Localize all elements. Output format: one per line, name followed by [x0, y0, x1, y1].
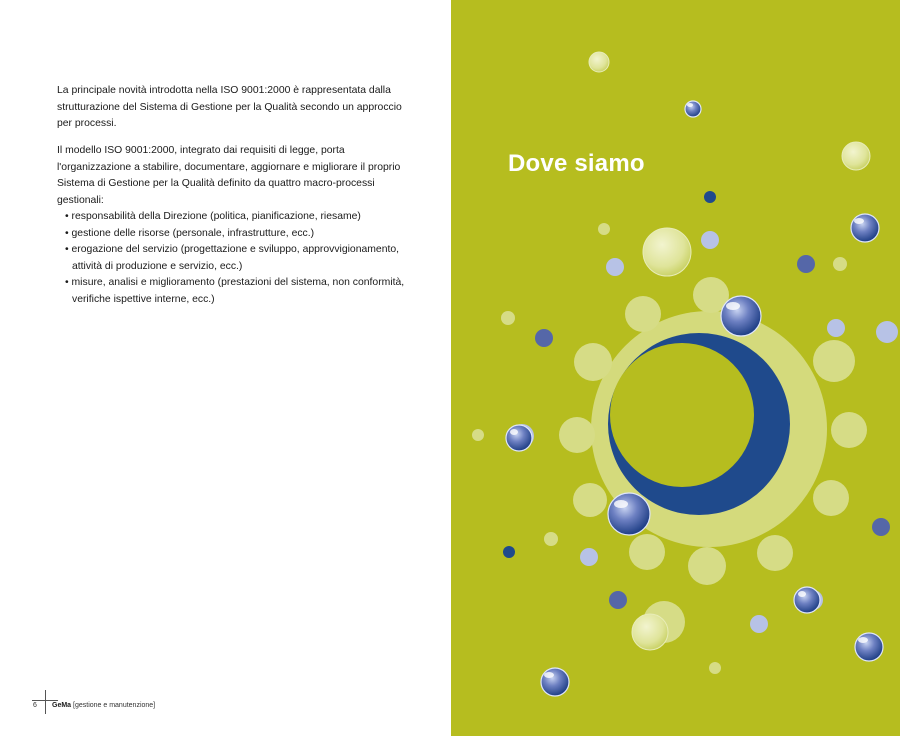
list-item: • erogazione del servizio (progettazione e sviluppo, approvvigionamento, attività di produzione e servizio, ecc.)	[65, 242, 417, 275]
page-number: 6	[33, 702, 37, 709]
right-page	[451, 0, 900, 736]
page-footer	[30, 690, 230, 720]
model-paragraph-block	[57, 143, 417, 308]
ring-center	[610, 343, 754, 487]
brand-subtitle: [gestione e manutenzione]	[73, 702, 156, 709]
list-item: • responsabilità della Direzione (politica, pianificazione, riesame)	[65, 209, 417, 226]
crop-mark-vertical	[45, 690, 46, 714]
footer-brand	[52, 702, 155, 709]
brand-name: GeMa	[52, 702, 72, 709]
list-item: • misure, analisi e miglioramento (prestazioni del sistema, non conformità, verifiche ispettive interne, ecc.)	[65, 275, 417, 308]
bubbles-illustration	[451, 0, 900, 736]
model-paragraph: Il modello ISO 9001:2000, integrato dai requisiti di legge, porta l'organizzazione a stabilire, documentare, aggiornare e migliorare il proprio Sistema di Gestione per la Qualità definito da quattro macro-processi gestionali:	[57, 145, 401, 206]
macro-process-list	[57, 209, 417, 308]
intro-paragraph: La principale novità introdotta nella ISO 9001:2000 è rappresentata dalla strutturazione del Sistema di Gestione per la Qualità secondo un approccio per processi.	[57, 85, 402, 129]
section-title: Dove siamo	[508, 150, 645, 177]
list-item: • gestione delle risorse (personale, infrastrutture, ecc.)	[65, 226, 417, 243]
